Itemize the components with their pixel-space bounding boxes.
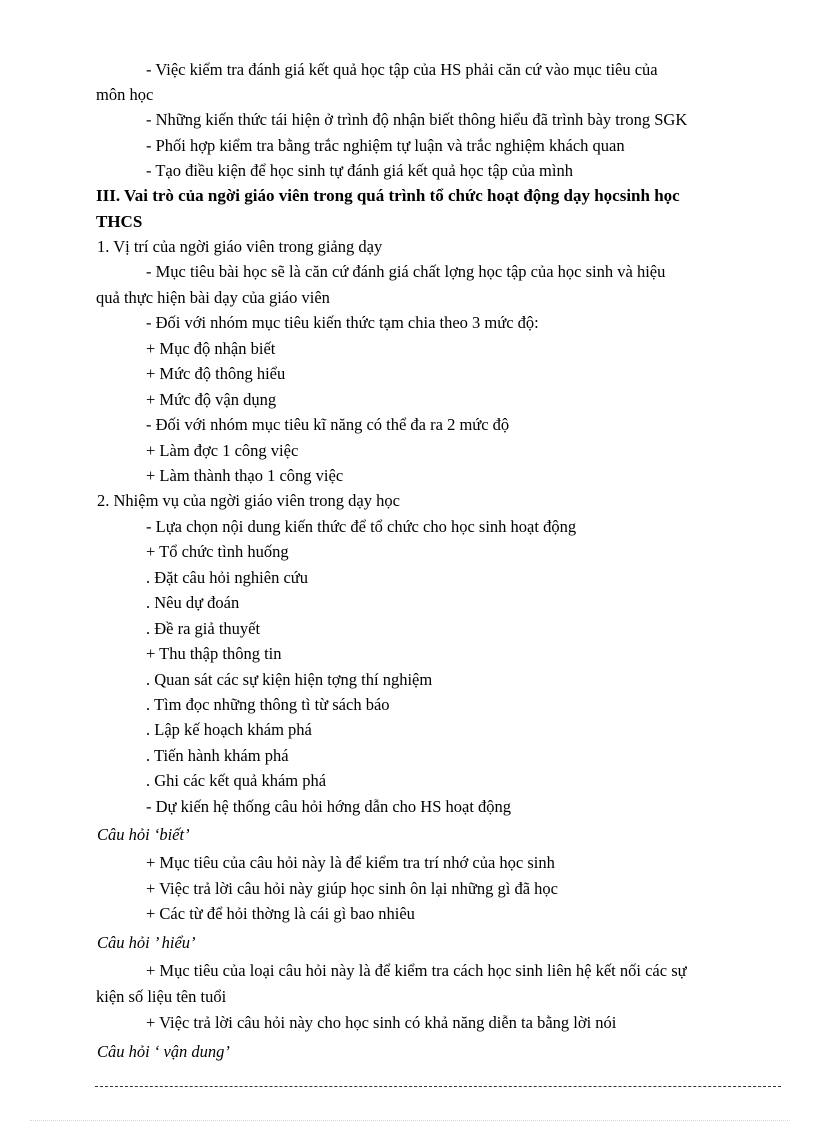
- text-line: - Lựa chọn nội dung kiến thức để tổ chức cho học sinh hoạt động: [146, 517, 577, 536]
- text-line: - Đối với nhóm mục tiêu kĩ năng có thể đa ra 2 mức độ: [146, 415, 510, 434]
- question-type-heading: Câu hỏi ’ hiểu’: [97, 933, 196, 952]
- text-line: . Nêu dự đoán: [146, 593, 240, 612]
- text-line: - Những kiến thức tái hiện ở trình độ nhận biết thông hiểu đã trình bày trong SGK: [146, 110, 688, 129]
- question-type-heading: Câu hỏi ‘ vận dung’: [97, 1042, 230, 1061]
- text-line: + Việc trả lời câu hỏi này cho học sinh có khả năng diễn ta bằng lời nói: [146, 1013, 617, 1032]
- text-line: . Lập kế hoạch khám phá: [146, 720, 312, 739]
- text-line: - Đối với nhóm mục tiêu kiến thức tạm chia theo 3 mức độ:: [146, 313, 539, 332]
- text-line: - Dự kiến hệ thống câu hỏi hớng dẫn cho HS hoạt động: [146, 797, 512, 816]
- text-line: môn học: [96, 85, 154, 104]
- text-line: . Quan sát các sự kiện hiện tợng thí nghiệm: [146, 670, 433, 689]
- text-line: . Tiến hành khám phá: [146, 746, 289, 765]
- text-line: - Phối hợp kiểm tra bằng trắc nghiệm tự luận và trắc nghiệm khách quan: [146, 136, 625, 155]
- section-heading-line: III. Vai trò của ngời giáo viên trong quá trình tổ chức hoạt động dạy họcsinh học: [96, 186, 680, 205]
- text-line: . Đề ra giả thuyết: [146, 619, 261, 638]
- text-line: . Ghi các kết quả khám phá: [146, 771, 327, 790]
- text-line: - Mục tiêu bài học sẽ là căn cứ đánh giá chất lợng học tập của học sinh và hiệu: [146, 262, 666, 281]
- text-line: + Mức độ thông hiểu: [146, 364, 286, 383]
- text-line: + Làm thành thạo 1 công việc: [146, 466, 344, 485]
- text-line: + Mức độ vận dụng: [146, 390, 277, 409]
- text-line: - Việc kiểm tra đánh giá kết quả học tập của HS phải căn cứ vào mục tiêu của: [146, 60, 658, 79]
- text-line: + Mục độ nhận biết: [146, 339, 276, 358]
- text-line: . Đặt câu hỏi nghiên cứu: [146, 568, 308, 587]
- text-line: 2. Nhiệm vụ của ngời giáo viên trong dạy học: [97, 491, 400, 510]
- text-line: + Các từ để hỏi thờng là cái gì bao nhiêu: [146, 904, 415, 923]
- text-line: + Thu thập thông tin: [146, 644, 282, 663]
- footer-divider: [95, 1086, 781, 1087]
- text-line: + Mục tiêu của câu hỏi này là để kiểm tra trí nhớ của học sinh: [146, 853, 555, 872]
- section-heading-line: THCS: [96, 212, 143, 231]
- text-line: + Việc trả lời câu hỏi này giúp học sinh ôn lại những gì đã học: [146, 879, 558, 898]
- page-bottom-border: [30, 1120, 790, 1121]
- text-line: + Làm đợc 1 công việc: [146, 441, 299, 460]
- text-line: 1. Vị trí của ngời giáo viên trong giảng dạy: [97, 237, 383, 256]
- text-line: kiện số liệu tên tuổi: [96, 987, 227, 1006]
- text-line: + Tổ chức tình huống: [146, 542, 289, 561]
- text-line: quả thực hiện bài dạy của giáo viên: [96, 288, 330, 307]
- question-type-heading: Câu hỏi ‘biết’: [97, 825, 190, 844]
- text-line: + Mục tiêu của loại câu hỏi này là để kiểm tra cách học sinh liên hệ kết nối các sự: [146, 961, 687, 980]
- text-line: - Tạo điều kiện để học sinh tự đánh giá kết quả học tập của mình: [146, 161, 573, 180]
- text-line: . Tìm đọc những thông tì từ sách báo: [146, 695, 390, 714]
